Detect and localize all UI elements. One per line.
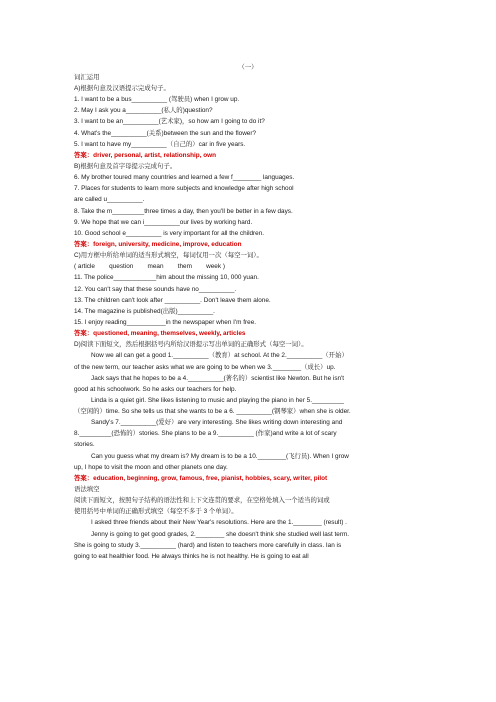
question-line: 13. The children can't look after __________. Don't leave them alone. [74,297,271,304]
grammar-instruction-line: 阅读下面短文，按照句子结构的语法性和上下文连贯的要求，在空格处填入一个适当的词或 [74,497,330,504]
part-d-instruction: D)阅读下面短文，然后根据括号内所给汉语提示写出单词的正确形式（每空一词）。 [74,341,308,348]
question-line: 2. May I ask you a__________(私人的)question? [74,107,213,114]
answer-key: 答案：questioned, meaning, themselves, weekly, articles [74,330,246,337]
question-line: 7. Places for students to learn more subjects and knowledge after high school [74,185,294,192]
section-title-vocabulary: 词汇运用 [74,74,100,81]
question-line: are called u__________. [74,196,145,203]
grammar-instruction-line: 使用括号中单词的正确形式填空（每空不多于 3 个单词）。 [74,508,238,515]
passage-line: Now we all can get a good 1.__________（教育）at school. At the 2.__________（开始） [91,352,348,359]
passage-line: up, I hope to visit the moon and other planets one day. [74,464,228,471]
question-line: 1. I want to be a bus__________ (驾驶员) when I grow up. [74,96,240,103]
question-line: 9. We hope that we can i__________our lives by working hard. [74,219,253,226]
word-box: ( article question mean them week ) [74,263,225,270]
part-b-instruction: B)根据句意及首字母提示完成句子。 [74,163,177,170]
passage-line: going to eat healthier food. He always thinks he is not healthy. He is going to eat all [74,553,309,560]
passage-line: Jenny is going to get good grades, 2.________ she doesn't think she studied well last term. [91,531,350,538]
passage-line: 8._________(恐怖的）stories. She plans to be a 9.__________ (作家)and write a lot of scary [74,430,337,437]
passage-line: Linda is a quiet girl. She likes listening to music and playing the piano in her 5._________ [91,397,344,404]
question-line: 3. I want to be an__________(艺术家)，so how am I going to do it? [74,118,265,125]
part-a-instruction: A)根据句意及汉语提示完成句子。 [74,85,170,92]
answer-key: 答案：education, beginning, grow, famous, free, pianist, hobbies, scary, writer, pilot [74,475,328,482]
answer-key: 答案：driver, personal, artist, relationship, own [74,152,217,159]
passage-line: Sandy's 7.__________(爱好）are very interesting. She likes writing down interesting and [91,419,343,426]
passage-line: （空闲的）time. So she tells us that she wants to be a 6. __________(钢琴家）when she is older. [74,408,351,415]
question-line: 11. The police____________him about the missing 10, 000 yuan. [74,274,259,281]
passage-line: good at his schoolwork. So he asks our teachers for help. [74,386,237,393]
answer-key: 答案：foreign, university, medicine, improve, education [74,241,242,248]
part-c-instruction: C)用方框中所给单词的适当形式填空，每词仅用一次（每空一词）。 [74,252,263,259]
question-line: 14. The magazine is published(出版)__________. [74,308,215,315]
question-line: 5. I want to have my__________（自己的）car in five years. [74,141,246,148]
passage-line: Can you guess what my dream is? My dream is to be a 10.________(飞行员). When I grow [91,453,349,460]
question-line: 10. Good school e__________ is very important for all the children. [74,230,265,237]
passage-line: of the new term, our teacher asks what we are going to be when we 3.________（成长）up. [74,364,336,371]
question-line: 15. I enjoy reading___________in the newspaper when I'm free. [74,319,257,326]
passage-line: I asked three friends about their New Year's resolutions. Here are the 1.________ (result) . [91,519,347,526]
page-header: （一） [238,64,258,71]
passage-line: stories. [74,441,95,448]
question-line: 4. What's the__________(关系)between the sun and the flower? [74,130,257,137]
passage-line: Jack says that he hopes to be a 4.__________(著名的）scientist like Newton. But he isn't [91,375,345,382]
question-line: 6. My brother toured many countries and learned a few f________ languages. [74,174,295,181]
passage-line: She is going to study 3.__________ (hard) and listen to teachers more carefully in class. Ian is [74,542,342,549]
question-line: 8. Take the m_________three times a day, then you'll be better in a few days. [74,208,293,215]
section-title-grammar: 语法填空 [74,486,100,493]
question-line: 12. You can't say that these sounds have no__________. [74,286,237,293]
